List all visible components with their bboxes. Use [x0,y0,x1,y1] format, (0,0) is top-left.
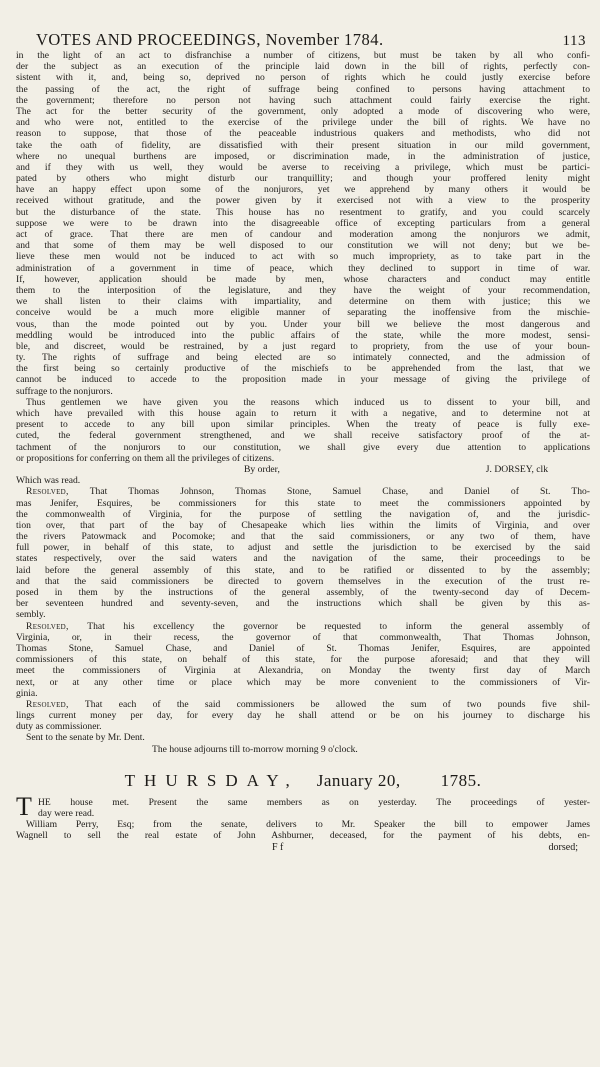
resolution-line: posed in them by the instructions of the general assembly, of the twenty-second day of Decem- [16,587,590,598]
resolution-line: ginia. [16,687,38,699]
which-was-read: Which was read. [16,475,81,487]
text-line: have an happy effect upon some of the nonjurors, yet we apprehend by many others it would be [16,184,590,196]
catchword: dorsed; [548,841,578,853]
closing-line-1: HE house met. Present the same members as on yesterday. The proceedings of yester- [38,796,590,808]
text-line: If, however, application should be made by men, whose characters and conduct may entitle [16,273,590,285]
text-line: and that some of them may be well disposed to our constitution we will not deny; but we be- [16,240,590,252]
text-line: act of grace. That there are men of candour and moderation among the nonjurors we admit, [16,229,590,240]
text-line: the government; therefore no person not having such attachment could fairly exercise the right. [16,94,590,106]
signature-line [16,842,590,853]
text-line: administration of a government in time of peace, which they declined to support in time of war. [16,262,590,274]
resolved-lead: Resolved, [26,698,69,710]
text-line: pated by others who might disturb our tranquillity; and though your proffered lenity might [16,173,590,185]
text-line: lieve these men would not be induced to act with so much impropriety, as to take part in the [16,251,590,263]
text-line: meddling would be introduced into the public affairs of the state, while the more modest, sensi- [16,329,590,341]
text-line: suffrage to the nonjurors. [16,385,113,397]
resolution-3 [16,699,590,733]
resolved-lead: Resolved, [26,486,69,498]
closing-line-2: day were read. [38,808,95,819]
text-line: and who were not, entitled to the exercise of the privilege under the bill of rights. We have no [16,117,590,129]
resolution-line: lings current money per day, for every day he shall attend or be on his journey to discharge his [16,710,590,722]
day-heading [16,769,590,793]
text-line: The act for the better security of the government, only adopted a mode of discovering who were, [16,105,590,117]
text-line: in the light of an act to disfranchise a number of citizens, but must be taken by all who confi- [16,50,590,61]
drop-cap: T [16,791,32,821]
resolution-line: duty as commissioner. [16,721,102,733]
text-line: present to accede to any bill upon similar principles. When the treaty of peace is fully exe- [16,419,590,431]
text-line: them to the interposition of the legislature, and they have the weight of your recommendation, [16,284,590,296]
resolution-line: states respectively, over the said waters and the navigation of the same, their proceedings to be [16,553,590,565]
resolution-line [16,621,590,632]
day-year: 1785. [440,770,482,790]
running-head [36,30,586,52]
text-line: conceive would be a much more eligible manner of separating the inoffensive from the mischie- [16,307,590,319]
text-line: Wagnell to sell the real estate of John Ashburner, deceased, for the payment of his debts, en- [16,830,590,842]
text-line: vous, than the mode pointed out by you. Under your bill we believe the most dangerous and [16,318,590,330]
signature-block [16,464,590,475]
text-line: the passing of the act, the right of suffrage being confined to persons having attachment to [16,83,590,95]
text-line: where no unequal burthens are imposed, or discrimination made, in the administration of justice, [16,150,590,162]
closing-paragraph [16,791,590,821]
resolution-line: Thomas Stone, Samuel Chase, and Daniel of St. Thomas Jenifer, Esquires, are appointed [16,642,590,654]
text-line: sistent with it, and, being so, deprived no person of rights which he could justly exercise before [16,72,590,84]
body-text [16,50,590,853]
text-line: received without gratitude, and the power given by it exercised not with a view to the prosperity [16,195,590,207]
resolution-line: Virginia, or, in their recess, the governor of that commonwealth, That Thomas Johnson, [16,631,590,643]
text-line: cuted, the federal government strengthened, and we shall receive satisfactory proof of the at- [16,430,590,442]
letter-paragraph-1 [16,50,590,397]
adjournment-note: The house adjourns till to-morrow morning 9 o'clock. [152,743,358,755]
text-line: we shall listen to their claims with impartiality, and determine on them with justice; this we [16,296,590,308]
resolution-line: and that the said commissioners be directed to govern themselves in the execution of the trust re- [16,575,590,587]
resolution-2 [16,621,590,699]
resolution-line: the rivers Patowmack and Pocomoke; and that the said commissioners, or any two of them, have [16,531,590,543]
closing-lines [16,819,590,841]
resolution-line: next, or at any other time or place which may be more convenient to the commissioners of Vir- [16,676,590,688]
resolution-line: sembly. [16,609,46,621]
day-name: THURSDAY, [124,770,299,790]
text-line: der the subject as an execution of the principle laid down in the bill of rights, perfectly con- [16,61,590,73]
text-line: ty. The rights of suffrage and being elected are so intimately connected, and the admission of [16,352,590,364]
text-line: suppose we were to be drawn into the disagreeable office of excepting particulars from a general [16,217,590,229]
resolution-line: laid before the general assembly of this state, and to be ratified or dissented to by the assembly; [16,564,590,576]
by-order: By order, [244,463,280,475]
sent-to-senate: Sent to the senate by Mr. Dent. [26,732,145,744]
resolution-line [16,699,590,710]
resolution-line: full power, in behalf of this state, to adjust and settle the jurisdiction to be exercised by the said [16,542,590,554]
text-line: ble, and discreet, would be restrained, by a just regard to propriety, from the use of your boun- [16,340,590,352]
page-number: 113 [562,33,586,49]
text-line: Thus gentlemen we have given you the reasons which induced us to dissent to your bill, and [26,396,590,408]
text-line: and if they with us well, they would be averse to receiving a privilege, which must be partici- [16,161,590,173]
resolution-line: ber seventeen hundred and seventy-seven, and the instructions which shall be given by this as- [16,598,590,610]
resolution-line: tion over, that part of the bay of Chesapeake which lies within the limits of Virginia, and over [16,519,590,531]
resolution-line [16,486,590,497]
text-line: but the disturbance of the state. This house has no resentment to gratify, and you could scarcely [16,206,590,218]
text-line: take the oath of fidelity, are dissatisfied with their present situation in our mild government, [16,139,590,151]
resolution-text: That his excellency the governor be requested to inform the general assembly of [68,620,590,632]
resolution-text: That Thomas Johnson, Thomas Stone, Samuel Chase, and Daniel of St. Tho- [68,486,590,498]
text-line: reason to suppose, that those of the peaceable industrious quakers and methodists, who did not [16,128,590,140]
resolution-1 [16,486,590,620]
text-line: which have prevailed with this house again to return it with a negative, and to determine not at [16,408,590,419]
resolution-text: That each of the said commissioners be allowed the sum of two pounds five shil- [68,698,590,710]
running-title: VOTES AND PROCEEDINGS, November 1784. [36,30,384,49]
resolved-lead: Resolved, [26,620,69,632]
resolution-line: mas Jenifer, Esquires, be commissioners for this state to meet the commissioners appointed by [16,497,590,509]
letter-paragraph-2 [16,397,590,464]
text-line: tachment of the nonjurors to our constitution, we shall give every due attention to applications [16,441,590,453]
text-line: the first being so certainly productive of the mischiefs to be apprehended from the last, that we [16,363,590,375]
resolution-line: commissioners of this state, on behalf of this state, for the purpose aforesaid; and that they will [16,654,590,666]
clerk-signature: J. DORSEY, clk [485,463,548,475]
resolution-line: the commonwealth of Virginia, for the purpose of settling the navigation of, and the jurisdic- [16,508,590,520]
text-line: William Perry, Esq; from the senate, delivers to Mr. Speaker the bill to empower James [26,819,590,831]
resolution-line: meet the commissioners of Virginia at Alexandria, on Monday the twenty first day of March [16,665,590,677]
signature-mark: F f [272,841,284,853]
text-line: or propositions for conferring on them all the privileges of citizens. [16,452,275,464]
text-line: cannot be induced to accede to the proposition made in your message of giving the privilege of [16,374,590,386]
day-date: January 20, [316,770,401,790]
